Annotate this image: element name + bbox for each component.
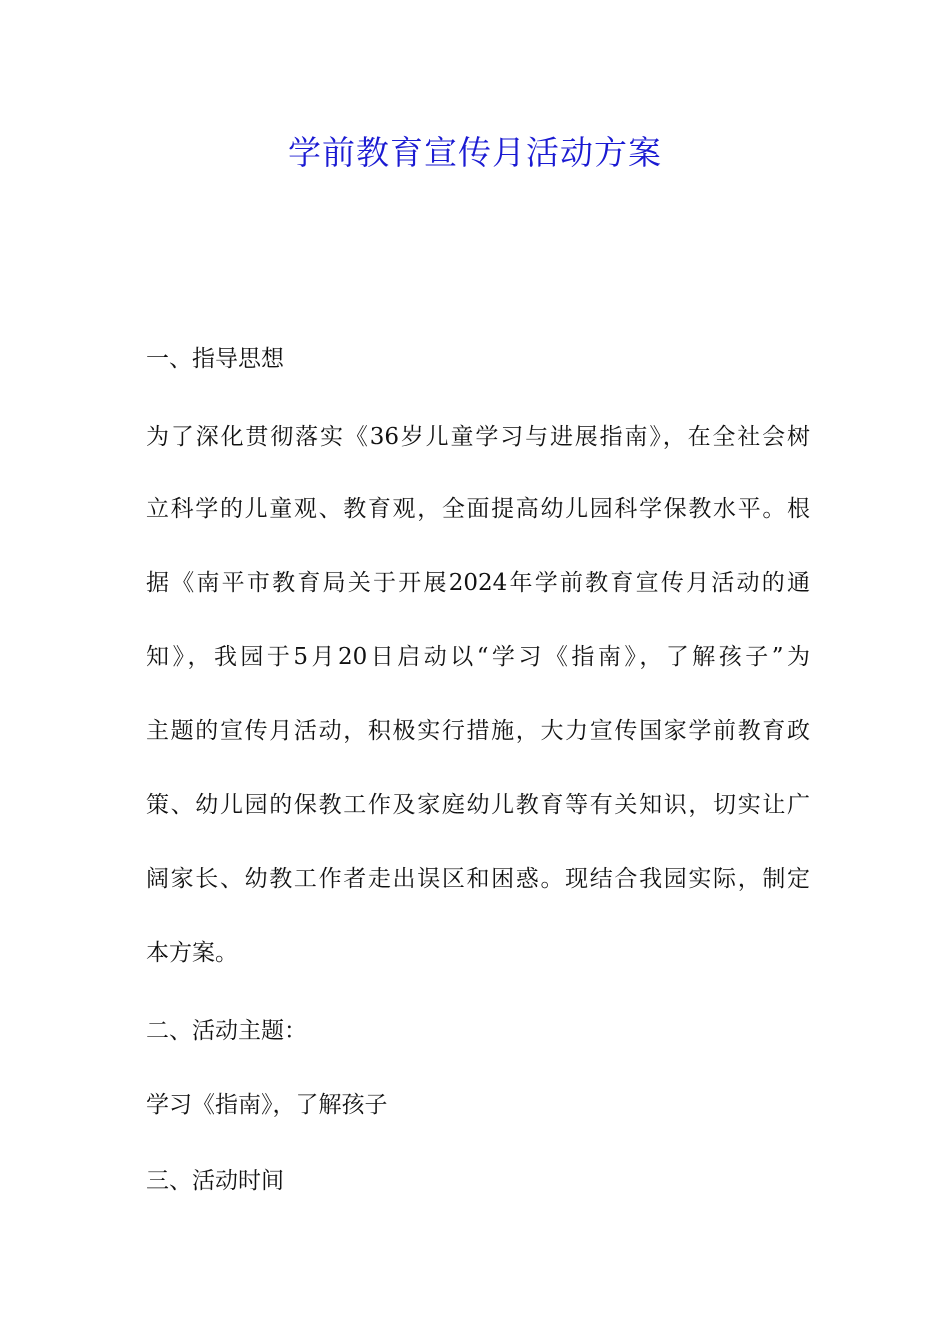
paragraph-line: 立科学的儿童观、教育观，全面提高幼儿园科学保教水平。根 (146, 496, 810, 522)
section-heading-activity-theme: 二、活动主题： (146, 1018, 307, 1044)
section-heading-activity-time: 三、活动时间 (146, 1168, 284, 1194)
paragraph-line: 据《南平市教育局关于开展2024年学前教育宣传月活动的通 (146, 570, 810, 596)
paragraph-line: 阔家长、幼教工作者走出误区和困惑。现结合我园实际，制定 (146, 866, 810, 892)
activity-theme-text: 学习《指南》，了解孩子 (146, 1092, 388, 1118)
section-heading-guiding-ideology: 一、指导思想 (146, 346, 284, 372)
paragraph-line: 策、幼儿园的保教工作及家庭幼儿教育等有关知识，切实让广 (146, 792, 810, 818)
paragraph-line: 主题的宣传月活动，积极实行措施，大力宣传国家学前教育政 (146, 718, 810, 744)
paragraph-line: 本方案。 (146, 940, 238, 966)
document-title: 学前教育宣传月活动方案 (288, 133, 662, 172)
paragraph-line: 为了深化贯彻落实《36岁儿童学习与进展指南》，在全社会树 (146, 424, 810, 450)
paragraph-line: 知》，我园于5月20日启动以“学习《指南》，了解孩子”为 (146, 644, 810, 670)
